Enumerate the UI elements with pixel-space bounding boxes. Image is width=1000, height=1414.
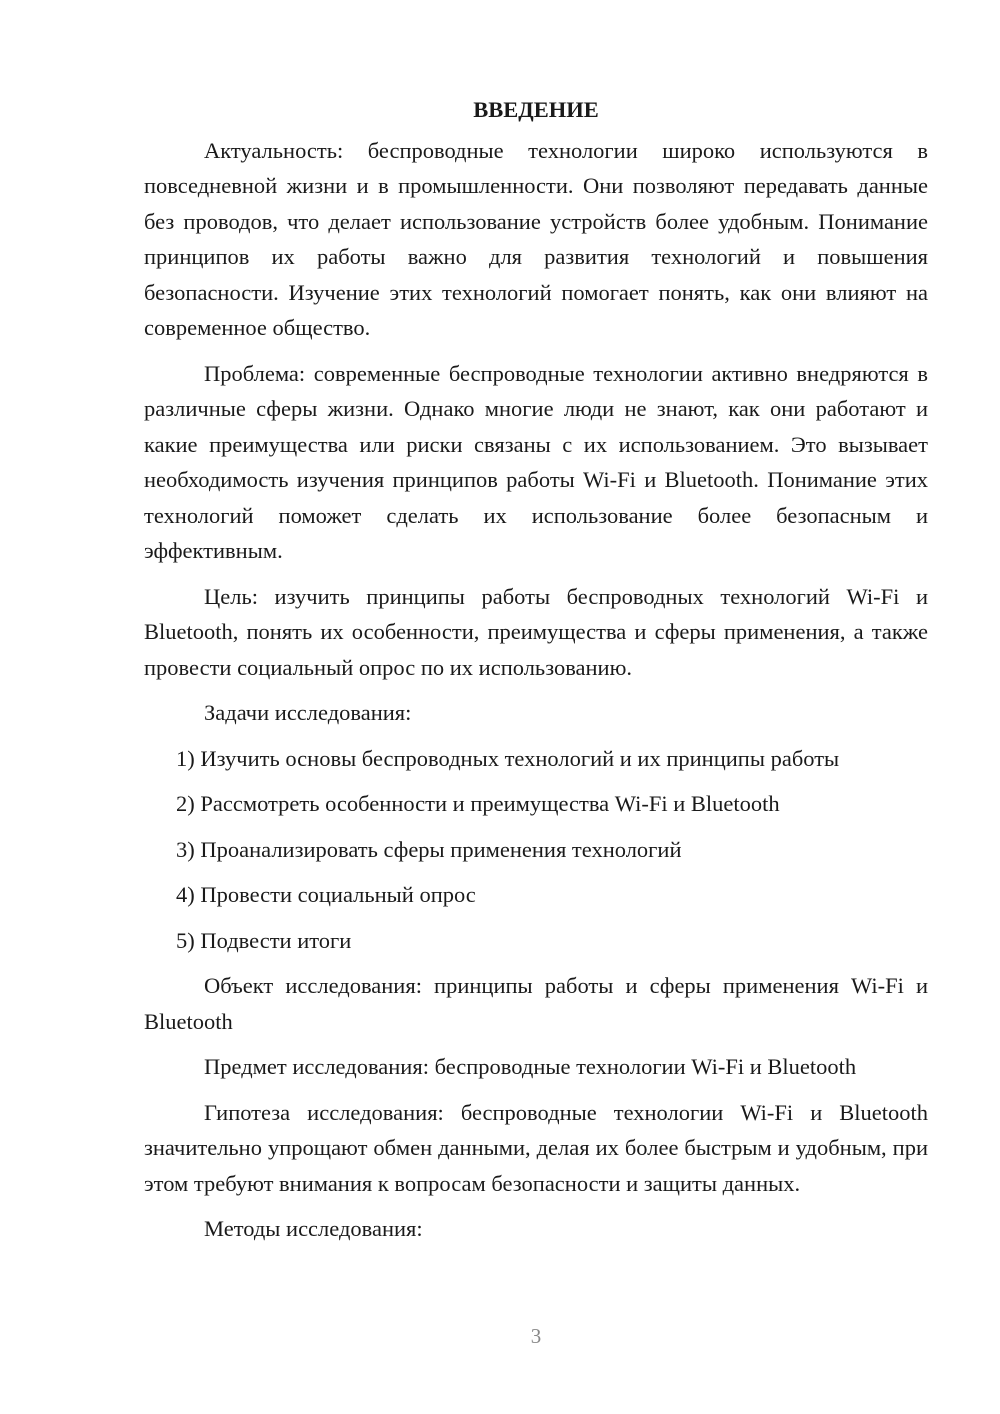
object-paragraph: Объект исследования: принципы работы и сферы применения Wi-Fi и Bluetooth bbox=[144, 973, 928, 1034]
task-item: 4) Провести социальный опрос bbox=[176, 882, 476, 907]
task-list bbox=[144, 741, 928, 959]
task-item: 1) Изучить основы беспроводных технологий и их принципы работы bbox=[176, 745, 840, 771]
hypothesis-paragraph: Гипотеза исследования: беспроводные технологии Wi-Fi и Bluetooth значительно упрощают обмен данными, делая их более быстрым и удобным, при этом требуют внимания к вопросам безопасности и защиты данных. bbox=[144, 1099, 928, 1196]
tasks-label: Задачи исследования: bbox=[204, 700, 412, 725]
relevance-paragraph: Актуальность: беспроводные технологии широко используются в повседневной жизни и в промышленности. Они позволяют передавать данные без проводов, что делает использование устройств более удобным. Понимание принципов их работы важно для развития технологий и повышения безопасности. Изучение этих технологий помогает понять, как они влияют на современное общество. bbox=[144, 137, 928, 340]
problem-paragraph: Проблема: современные беспроводные технологии активно внедряются в различные сферы жизни. Однако многие люди не знают, как они работают и какие преимущества или риски связаны с их использованием. Это вызывает необходимость изучения принципов работы Wi-Fi и Bluetooth. Понимание этих технологий поможет сделать их использование более безопасным и эффективным. bbox=[144, 360, 928, 563]
goal-paragraph: Цель: изучить принципы работы беспроводных технологий Wi-Fi и Bluetooth, понять их особенности, преимущества и сферы применения, а также провести социальный опрос по их использованию. bbox=[144, 583, 928, 680]
task-item: 3) Проанализировать сферы применения технологий bbox=[176, 836, 682, 862]
subject-paragraph: Предмет исследования: беспроводные технологии Wi-Fi и Bluetooth bbox=[204, 1054, 857, 1079]
methods-label: Методы исследования: bbox=[204, 1216, 423, 1241]
task-item: 2) Рассмотреть особенности и преимущества Wi-Fi и Bluetooth bbox=[176, 791, 780, 816]
page-title: ВВЕДЕНИЕ bbox=[473, 97, 599, 122]
task-item: 5) Подвести итоги bbox=[176, 927, 352, 953]
page-number: 3 bbox=[530, 1324, 542, 1348]
document-page bbox=[144, 92, 928, 1257]
